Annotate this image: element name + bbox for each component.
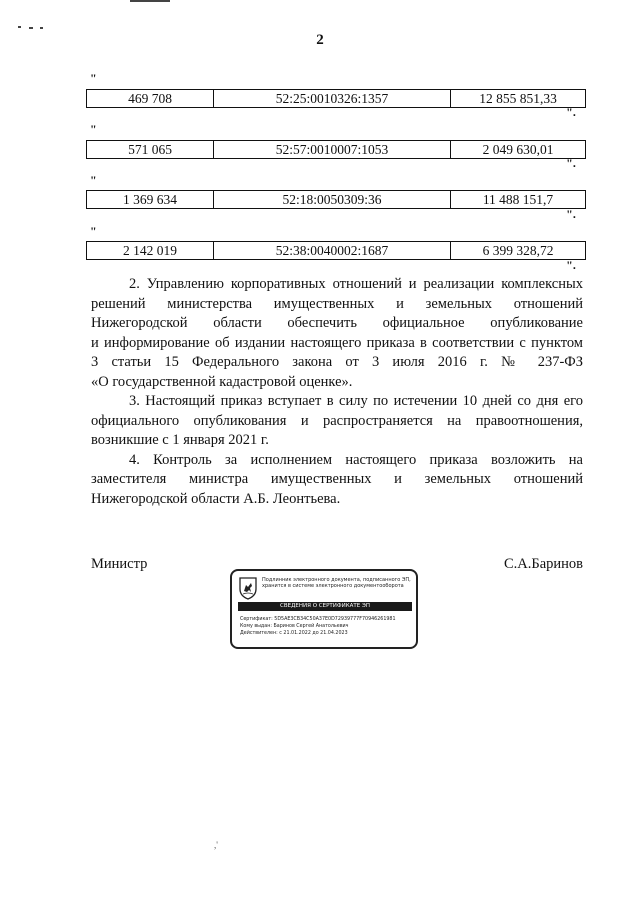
issued-to-line <box>240 624 414 630</box>
signer-title: Министр <box>91 556 148 572</box>
signer-name: С.А.Баринов <box>503 556 583 572</box>
stamp-title-bar: СВЕДЕНИЯ О СЕРТИФИКАТЕ ЭП <box>238 602 412 611</box>
paragraph-3-line: официального опубликования и распространяется на правоотношения, <box>91 413 583 429</box>
paragraph-4-line: заместителя министра имущественных и земельных отношений <box>91 471 583 487</box>
certificate-value: 5D5AE3CB34C50A37E0D72939777F70946261981 <box>274 617 396 622</box>
area-value-cell: 469 708 <box>87 90 214 107</box>
cadastral-cost-cell: 12 855 851,33 <box>479 90 557 106</box>
electronic-signature-stamp <box>230 569 418 649</box>
scan-artifact: ,' <box>214 840 218 850</box>
certificate-label: Сертификат: <box>240 617 273 622</box>
paragraph-2-line: 2. Управлению корпоративных отношений и реализации комплексных <box>129 276 583 292</box>
table-row <box>86 190 586 209</box>
area-value-cell: 2 142 019 <box>87 242 214 259</box>
opening-quote: " <box>90 173 97 187</box>
cadastral-cost-cell: 2 049 630,01 <box>482 141 554 157</box>
table-row <box>86 140 586 159</box>
closing-quote: ". <box>566 105 576 119</box>
paragraph-2-line: и информирование об издании настоящего приказа в соответствии с пунктом <box>91 335 583 351</box>
scan-artifact <box>29 27 33 29</box>
coat-of-arms-icon <box>238 576 258 600</box>
opening-quote: " <box>90 71 97 85</box>
paragraph-2-line: Нижегородской области обеспечить официальное опубликование <box>91 315 583 331</box>
scan-artifact <box>130 0 170 2</box>
closing-quote: ". <box>566 207 576 221</box>
cadastral-cost-cell: 6 399 328,72 <box>482 242 554 258</box>
cadastral-number-cell: 52:57:0010007:1053 <box>214 141 451 158</box>
cadastral-cost-cell: 11 488 151,7 <box>482 191 554 207</box>
scan-artifact <box>18 26 21 28</box>
paragraph-2-line: 3 статьи 15 Федерального закона от 3 июля 2016 г. № 237-ФЗ <box>91 354 583 370</box>
scan-artifact <box>40 27 43 29</box>
cadastral-number-cell: 52:38:0040002:1687 <box>214 242 451 259</box>
page-number: 2 <box>316 32 324 48</box>
validity-line <box>240 631 414 637</box>
paragraph-2-line: решений министерства имущественных и земельных отношений <box>91 296 583 312</box>
closing-quote: ". <box>566 258 576 272</box>
cadastral-number-cell: 52:25:0010326:1357 <box>214 90 451 107</box>
area-value-cell: 1 369 634 <box>87 191 214 208</box>
validity-label: Действителен: <box>240 631 278 636</box>
paragraph-3-line: возникшие с 1 января 2021 г. <box>91 432 269 448</box>
paragraph-2-line: «О государственной кадастровой оценке». <box>91 374 353 390</box>
paragraph-3-line: 3. Настоящий приказ вступает в силу по истечении 10 дней со дня его <box>129 393 583 409</box>
area-value-cell: 571 065 <box>87 141 214 158</box>
closing-quote: ". <box>566 156 576 170</box>
certificate-line <box>240 617 414 623</box>
stamp-header: Подлинник электронного документа, подписанного ЭП, хранится в системе электронного документооборота <box>262 577 411 589</box>
table-row <box>86 89 586 108</box>
paragraph-4-line: Нижегородской области А.Б. Леонтьева. <box>91 491 341 507</box>
paragraph-4-line: 4. Контроль за исполнением настоящего приказа возложить на <box>129 452 583 468</box>
cadastral-number-cell: 52:18:0050309:36 <box>214 191 451 208</box>
issued-to-value: Баринов Сергей Анатольевич <box>273 624 349 629</box>
opening-quote: " <box>90 122 97 136</box>
opening-quote: " <box>90 224 97 238</box>
validity-value: с 21.01.2022 до 21.04.2023 <box>279 631 348 636</box>
table-row <box>86 241 586 260</box>
issued-to-label: Кому выдан: <box>240 624 272 629</box>
